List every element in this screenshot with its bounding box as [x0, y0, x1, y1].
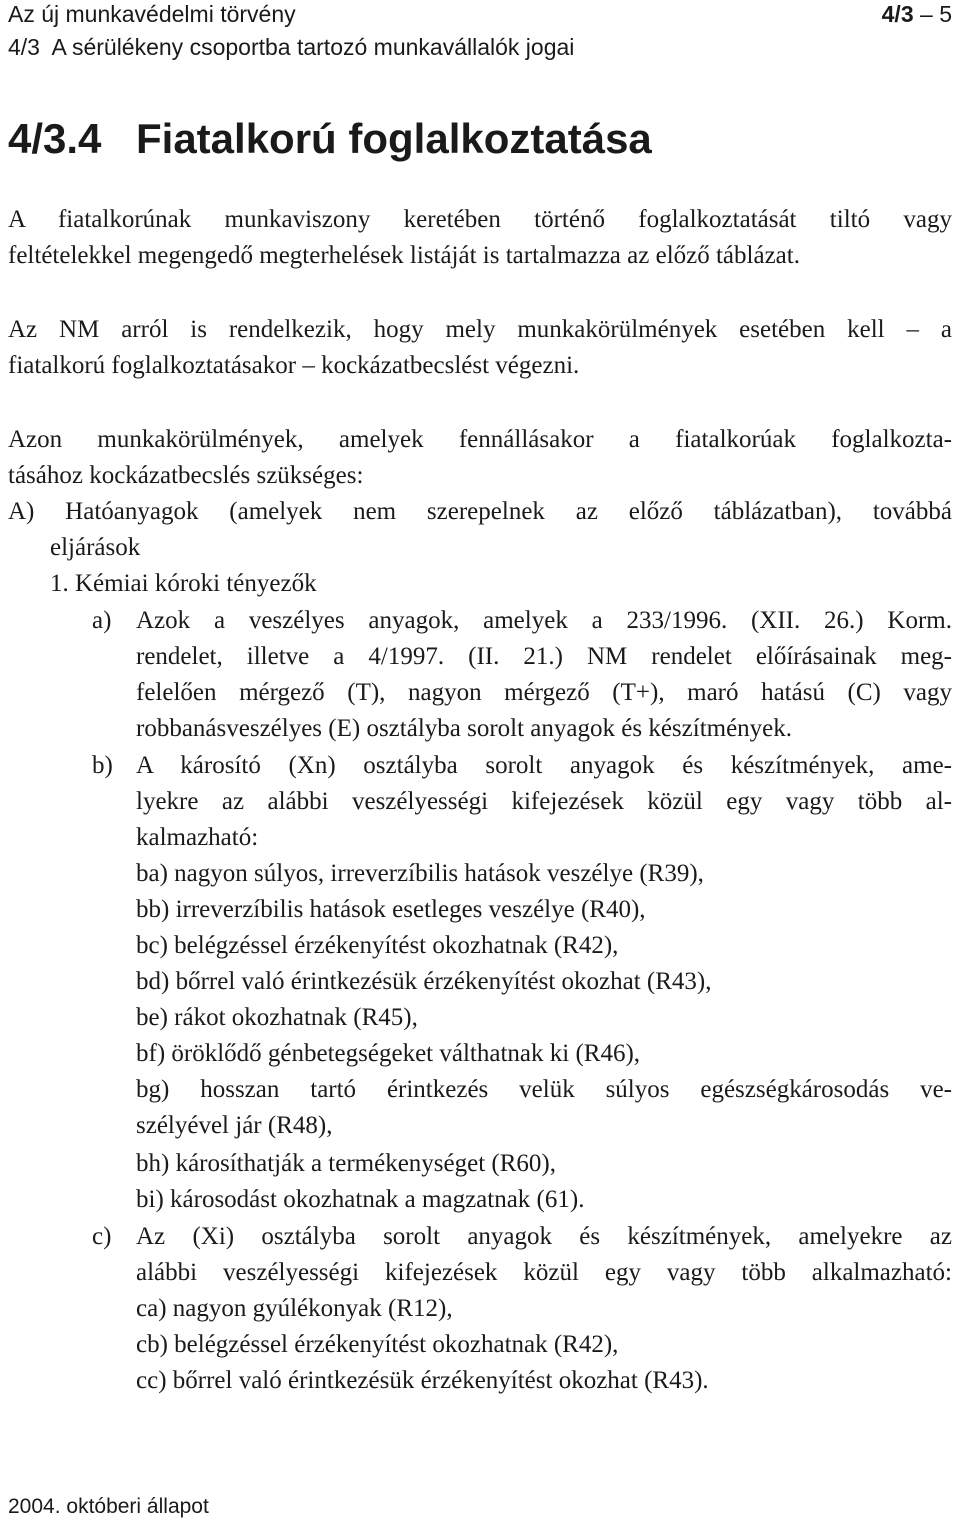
list-a-text-line-3: felelően mérgező (T), nagyon mérgező (T+), maró hatású (C) vagy: [136, 679, 952, 706]
list-item-cc: cc) bőrrel való érintkezésük érzékenyítést okozhat (R43).: [136, 1367, 709, 1394]
section-title: Fiatalkorú foglalkoztatása: [136, 115, 652, 162]
list-item-bd: bd) bőrrel való érintkezésük érzékenyítést okozhat (R43),: [136, 968, 712, 995]
dash-separator: –: [920, 1, 933, 27]
book-title: Az új munkavédelmi törvény: [8, 1, 296, 27]
list-a-text-line-1: Azok a veszélyes anyagok, amelyek a 233/1996. (XII. 26.) Korm.: [136, 607, 952, 634]
list-item-ca: ca) nagyon gyúlékonyak (R12),: [136, 1295, 453, 1322]
list-b-text-line-2: lyekre az alábbi veszélyességi kifejezések közül egy vagy több al-: [136, 788, 952, 815]
list-b-text-line-3: kalmazható:: [136, 824, 259, 851]
chapter-subtitle: 4/3 A sérülékeny csoportba tartozó munkavállalók jogai: [8, 34, 575, 60]
list-item-be: be) rákot okozhatnak (R45),: [136, 1004, 418, 1031]
list-item-bc: bc) belégzéssel érzékenyítést okozhatnak (R42),: [136, 932, 619, 959]
list-a-line-2: eljárások: [50, 534, 141, 561]
list-c-label: c): [92, 1223, 112, 1250]
paragraph-3-line-1: Azon munkakörülmények, amelyek fennállásakor a fiatalkorúak foglalkozta-: [8, 426, 952, 453]
paragraph-3-line-2: tásához kockázatbecslés szükséges:: [8, 462, 364, 489]
list-item-bi: bi) károsodást okozhatnak a magzatnak (61).: [136, 1186, 585, 1213]
section-heading: [8, 113, 652, 165]
list-c-text-line-2: alábbi veszélyességi kifejezések közül egy vagy több alkalmazható:: [136, 1259, 952, 1286]
page-number: 5: [939, 1, 952, 27]
list-item-bf: bf) öröklődő génbetegségeket válthatnak ki (R46),: [136, 1040, 641, 1067]
list-a-text-line-2: rendelet, illetve a 4/1997. (II. 21.) NM rendelet előírásainak meg-: [136, 643, 952, 670]
page-footer: 2004. októberi állapot: [8, 1495, 209, 1518]
list-a-label: a): [92, 607, 112, 634]
list-item-bg-line-1: bg) hosszan tartó érintkezés velük súlyos egészségkárosodás ve-: [136, 1076, 952, 1103]
list-a-text-line-4: robbanásveszélyes (E) osztályba sorolt anyagok és készítmények.: [136, 715, 793, 742]
paragraph-2-line-2: fiatalkorú foglalkoztatásakor – kockázatbecslést végezni.: [8, 352, 580, 379]
list-item-ba: ba) nagyon súlyos, irreverzíbilis hatások veszélye (R39),: [136, 860, 704, 887]
section-reference: 4/3: [881, 1, 914, 27]
section-number: 4/3.4: [8, 115, 102, 162]
paragraph-1-line-1: A fiatalkorúnak munkaviszony keretében történő foglalkoztatását tiltó vagy: [8, 206, 952, 233]
list-item-1: 1. Kémiai kóroki tényezők: [50, 570, 317, 597]
page-reference: [882, 0, 952, 28]
list-item-bh: bh) károsíthatják a termékenységet (R60),: [136, 1150, 556, 1177]
list-b-text-line-1: A károsító (Xn) osztályba sorolt anyagok és készítmények, ame-: [136, 752, 952, 779]
list-item-bg-line-2: szélyével jár (R48),: [136, 1112, 333, 1139]
running-header: [8, 0, 952, 28]
list-a-line-1: A) Hatóanyagok (amelyek nem szerepelnek az előző táblázatban), továbbá: [8, 498, 952, 525]
list-item-bb: bb) irreverzíbilis hatások esetleges veszélye (R40),: [136, 896, 646, 923]
list-c-text-line-1: Az (Xi) osztályba sorolt anyagok és készítmények, amelyekre az: [136, 1223, 952, 1250]
list-item-cb: cb) belégzéssel érzékenyítést okozhatnak (R42),: [136, 1331, 619, 1358]
paragraph-2-line-1: Az NM arról is rendelkezik, hogy mely munkakörülmények esetében kell – a: [8, 316, 952, 343]
paragraph-1-line-2: feltételekkel megengedő megterhelések listáját is tartalmazza az előző táblázat.: [8, 242, 800, 269]
list-b-label: b): [92, 752, 113, 779]
